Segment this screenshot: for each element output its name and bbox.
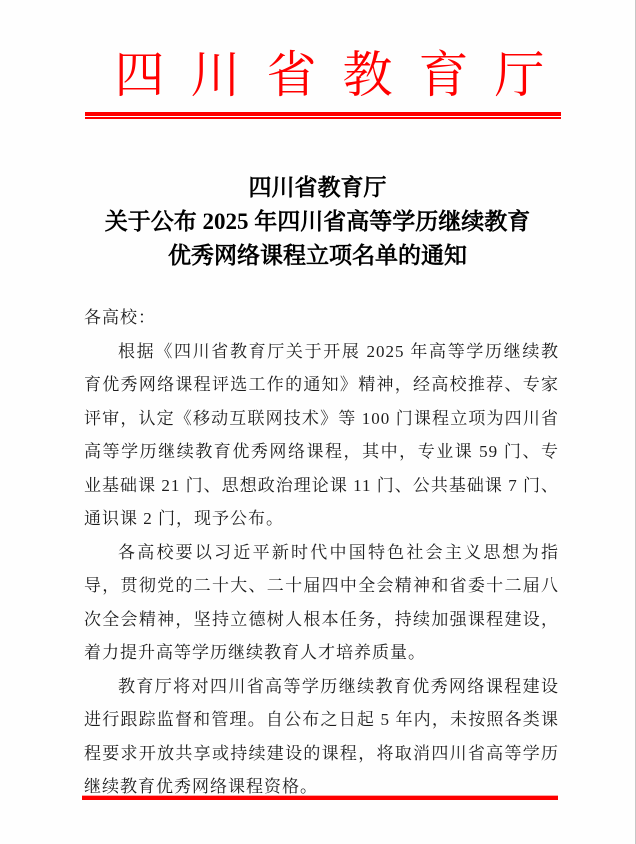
- letterhead-divider: [85, 112, 561, 119]
- title-line-1: 四川省教育厅: [248, 175, 387, 200]
- footer-divider: [82, 796, 558, 800]
- body-paragraph-2: 各高校要以习近平新时代中国特色社会主义思想为指导，贯彻党的二十大、二十届四中全会精神和省委十二届八次全会精神，坚持立德树人根本任务，持续加强课程建设，着力提升高等学历继续教育人才培养质量。: [84, 542, 559, 662]
- divider-thin-line: [85, 117, 561, 119]
- salutation: 各高校：: [84, 308, 156, 327]
- body-paragraph-3: 教育厅将对四川省高等学历继续教育优秀网络课程建设进行跟踪监督和管理。自公布之日起 5 年内，未按照各类课程要求开放共享或持续建设的课程，将取消四川省高等学历继续教育优秀网络课程资格。: [84, 676, 559, 796]
- title-line-2: 关于公布 2025 年四川省高等学历继续教育: [104, 209, 531, 234]
- document-title: [0, 171, 635, 273]
- divider-thick-line: [85, 112, 561, 116]
- document-body: [84, 301, 559, 804]
- title-line-3: 优秀网络课程立项名单的通知: [168, 243, 467, 268]
- body-paragraph-1: 根据《四川省教育厅关于开展 2025 年高等学历继续教育优秀网络课程评选工作的通知》精神，经高校推荐、专家评审，认定《移动互联网技术》等 100 门课程立项为四川省高等学历继续教育优秀网络课程，其中，专业课 59 门、专业基础课 21 门、思想政治理论课 11 门、公共基础课 7 门、通识课 2 门，现予公布。: [84, 341, 559, 528]
- letterhead-agency-name: 四川省教育厅: [114, 47, 571, 103]
